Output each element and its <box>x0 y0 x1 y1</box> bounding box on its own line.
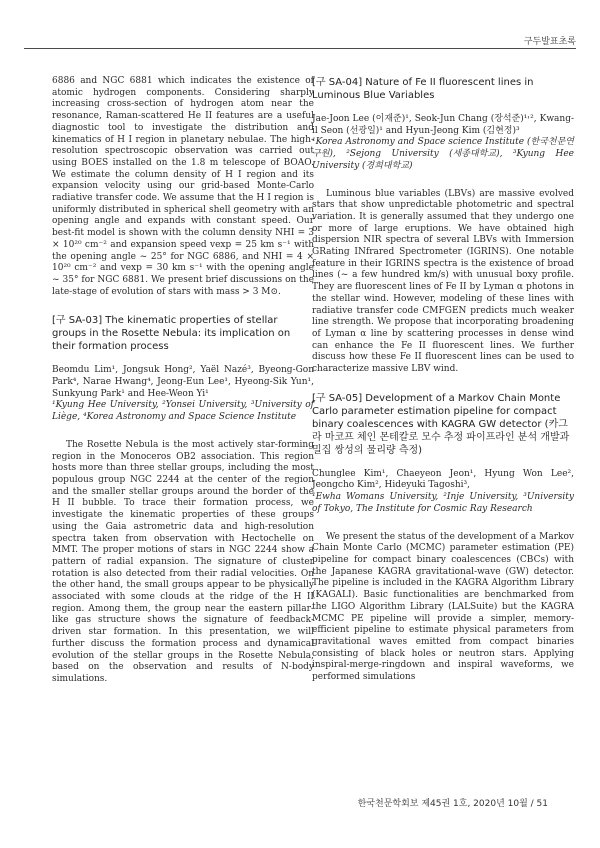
authors-sa05: Chunglee Kim¹, Chaeyeon Jeon¹, Hyung Won Lee², Jeongcho Kim², Hideyuki Tagoshi³, <box>312 468 574 491</box>
abstract-title-sa05: [구 SA-05] Development of a Markov Chain Monte Carlo parameter estimation pipeline for compact binary coalescences with KAGRA GW detector (카그라 마코프 체인 몬테칼로 모수 추정 파이프라인 분석 개발과 밀집 쌍성의 물리량 측정) <box>312 392 570 456</box>
affiliations-sa05: ¹Ewha Womans University, ²Inje University, ³University of Tokyo, The Institute for Cosmic Ray Research <box>312 492 574 514</box>
abstract-body-sa04: Luminous blue variables (LBVs) are massive evolved stars that show unpredictable photometric and spectral variation. It is generally assumed that they undergo one or more of large eruptions. We have obtained high dispersion NIR spectra of several LBVs with Immersion GRating INfrared Spectrometer (IGRINS). One notable feature in their IGRINS spectra is the existence of broad lines (~ a few hundred km/s) with unusual boxy profile. They are fluorescent lines of Fe II by Lyman α photons in the stellar wind. However, modeling of these lines with radiative transfer code CMFGEN predicts much weaker line strength. We propose that incorporating broadening of Lyman α line by scattering processes in dense wind can enhance the Fe II fluorescent lines. We further discuss how these Fe II fluorescent lines can be used to characterize massive LBV wind. <box>312 188 574 375</box>
affiliations-sa04: ¹Korea Astronomy and Space science Institute (한국천문연구원), ²Sejong University (세종대학교), ³Kyung Hee University (경희대학교) <box>312 137 574 171</box>
continued-abstract: 6886 and NGC 6881 which indicates the existence of atomic hydrogen components. Considering sharply increasing cross-section of hydrogen atom near the resonance, Raman-scattered He II features are a useful diagnostic tool to investigate the distribution and kinematics of H I region in planetary nebulae. The high-resolution spectroscopic observation was carried out using BOES installed on the 1.8 m telescope of BOAO. We estimate the column density of H I region and its expansion velocity using our grid-based Monte-Carlo radiative transfer code. We assume that the H I region is uniformly distributed in spherical shell geometry with an opening angle and expands with constant speed. Our best-fit model is shown with the column density NHI = 3 × 10²⁰ cm⁻² and expansion speed vexp = 25 km s⁻¹ with the opening angle ~ 25° for NGC 6886, and NHI = 4 × 10²⁰ cm⁻² and vexp = 30 km s⁻¹ with the opening angle ~ 35° for NGC 6881. We present brief discussions on the late-stage of evolution of stars with mass > 3 M⊙. <box>52 76 314 297</box>
affiliations-sa03: ¹Kyung Hee University, ²Yonsei University, ³University of Liège, ⁴Korea Astronomy and Space Science Institute <box>52 400 314 423</box>
authors-sa04: Jae-Joon Lee (이재준)¹, Seok-Jun Chang (장석준)¹˒², Kwang-il Seon (선광일)¹ and Hyun-Jeong Kim (김현정)³ <box>312 114 574 136</box>
right-column <box>312 76 574 684</box>
abstract-title-sa03: [구 SA-03] The kinematic properties of stellar groups in the Rosette Nebula: its implication on their formation process <box>52 315 291 353</box>
left-column <box>52 76 314 686</box>
header-rule <box>24 48 576 49</box>
abstract-body-sa05: We present the status of the development of a Markov Chain Monte Carlo (MCMC) parameter estimation (PE) pipeline for compact binary coalescences (CBCs) with the Japanese KAGRA gravitational-wave (GW) detector. The pipeline is included in the KAGRA Algorithm Library (KAGALI). Basic functionalities are benchmarked from the LIGO Algorithm Library (LALSuite) but the KAGRA MCMC PE pipeline will provide a simpler, memory-efficient pipeline to estimate physical parameters from gravitational waves emitted from compact binaries consisting of black holes or neutron stars. Applying inspiral-merge-ringdown and inspiral waveforms, we performed simulations <box>312 531 574 683</box>
abstract-body-sa03: The Rosette Nebula is the most actively star-forming region in the Monoceros OB2 association. This region hosts more than three stellar groups, including the most populous group NGC 2244 at the center of the region and the smaller stellar groups around the border of the H II bubble. To trace their formation process, we investigate the kinematic properties of these groups using the Gaia astrometric data and high-resolution spectra taken from observation with Hectochelle on MMT. The proper motions of stars in NGC 2244 show a pattern of radial expansion. The signature of cluster rotation is also detected from their radial velocities. On the other hand, the small groups appear to be physically associated with some clouds at the ridge of the H II region. Among them, the group near the eastern pillar-like gas structure shows the signature of feedback-driven star formation. In this presentation, we will further discuss the formation process and dynamical evolution of the stellar groups in the Rosette Nebula, based on the observation and results of N-body simulations. <box>52 439 314 684</box>
page-footer: 한국천문학회보 제45권 1호, 2020년 10월 / 51 <box>357 799 548 809</box>
authors-sa03: Beomdu Lim¹, Jongsuk Hong², Yaël Nazé³, Byeong-Gon Park⁴, Narae Hwang⁴, Jeong-Eun Lee¹, Hyeong-Sik Yun¹, Sunkyung Park¹ and Hee-Weon Yi¹ <box>52 365 314 399</box>
abstract-title-sa04: [구 SA-04] Nature of Fe II fluorescent lines in Luminous Blue Variables <box>312 77 534 101</box>
running-header: 구두발표초록 <box>523 37 576 47</box>
